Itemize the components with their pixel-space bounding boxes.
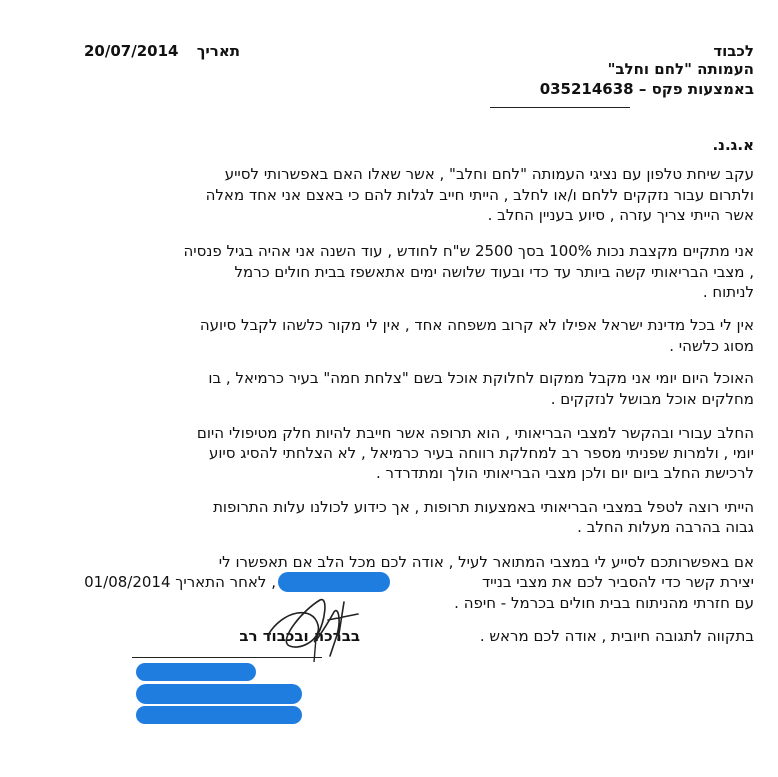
- redacted-sender-name: [136, 663, 256, 681]
- recipient-label: לכבוד: [713, 42, 754, 60]
- header-underline: [490, 107, 630, 108]
- paragraph-4-line-2: מחלקים אוכל מבושל לנזקקים .: [550, 390, 754, 408]
- paragraph-3-line-2: מסוג כלשהי .: [669, 337, 754, 355]
- paragraph-7-line-2-start: יצירת קשר כדי להסביר לכם את מצבי בנייד: [481, 573, 754, 591]
- organization-name: העמותה "לחם וחלב": [607, 60, 754, 78]
- paragraph-3-line-1: אין לי בכל מדינת ישראל אפילו לא קרוב משפחה אחד , אין לי מקור כלשהו לקבל סיועה: [199, 316, 754, 334]
- date-value: 20/07/2014: [84, 42, 179, 60]
- closing-regards: בברכה ובכבוד רב: [239, 627, 360, 645]
- redacted-sender-city: [136, 706, 302, 724]
- fax-line: באמצעות פקס – 035214638: [539, 80, 754, 98]
- paragraph-7-line-1: אם באפשרותכם לסייע לי במצבי המתואר לעיל , אודה לכם מכל הלב אם תאפשרו לי: [218, 553, 754, 571]
- paragraph-1-line-2: ולתרום עבור נזקקים ללחם ו/או לחלב , הייתי חייב לגלות להם כי באצם אני אחד מאלה: [205, 186, 754, 204]
- paragraph-7-line-3: עם חזרתי מהניתוח בבית חולים בכרמל - חיפה .: [454, 594, 754, 612]
- paragraph-5-line-1: החלב עבורי ובהקשר למצבי הבריאותי , הוא תרופה אשר חייבת להיות חלק מטיפולי היום: [196, 424, 754, 442]
- greeting: א.ג.נ.: [712, 136, 754, 154]
- paragraph-1-line-3: אשר הייתי צריך עזרה , סיוע בעניין החלב .: [487, 206, 754, 224]
- closing-thanks: בתקווה לתגובה חיובית , אודה לכם מראש .: [479, 627, 754, 645]
- paragraph-7-line-2-end: , לאחר התאריך 01/08/2014: [84, 573, 276, 591]
- paragraph-5-line-3: לרכישת החלב ביום יום ולכן מצבי הבריאותי הולך ומתדרדר .: [376, 464, 754, 482]
- paragraph-2-line-2: , מצבי הבריאותי קשה ביותר עד כדי ובעוד שלושה ימים אתאשפז בבית חולים כרמל: [234, 263, 754, 281]
- paragraph-5-line-2: יומי , ולמרות שפניתי מספר רב למחלקת רווחה בעיר כרמיאל , לא הצלחתי להסיג סיוע: [208, 444, 754, 462]
- paragraph-2-line-1: אני מתקיים מקצבת נכות 100% בסך 2500 ש"ח לחודש , עוד השנה אני אהיה בגיל פנסיה: [183, 242, 754, 260]
- paragraph-4-line-1: האוכל היום יומי אני מקבל ממקום לחלוקת אוכל בשם "צלחת חמה" בעיר כרמיאל , בו: [208, 369, 754, 387]
- paragraph-6-line-1: הייתי רוצה לטפל במצבי הבריאותי באמצעות תרופות , אך כידוע לכולנו עלות התרופות: [213, 498, 754, 516]
- date-label: תאריך: [196, 42, 240, 60]
- paragraph-2-line-3: לניתוח .: [702, 283, 754, 301]
- paragraph-6-line-2: גבוה בהרבה מעלות החלב .: [577, 518, 754, 536]
- paragraph-1-line-1: עקב שיחת טלפון עם נציגי העמותה "לחם וחלב" , אשר שאלו האם באפשרותי לסייע: [224, 165, 754, 183]
- handwritten-signature: [258, 590, 378, 670]
- redacted-phone-number: [278, 572, 390, 592]
- redacted-sender-address: [136, 684, 302, 704]
- signature-line: [132, 657, 322, 658]
